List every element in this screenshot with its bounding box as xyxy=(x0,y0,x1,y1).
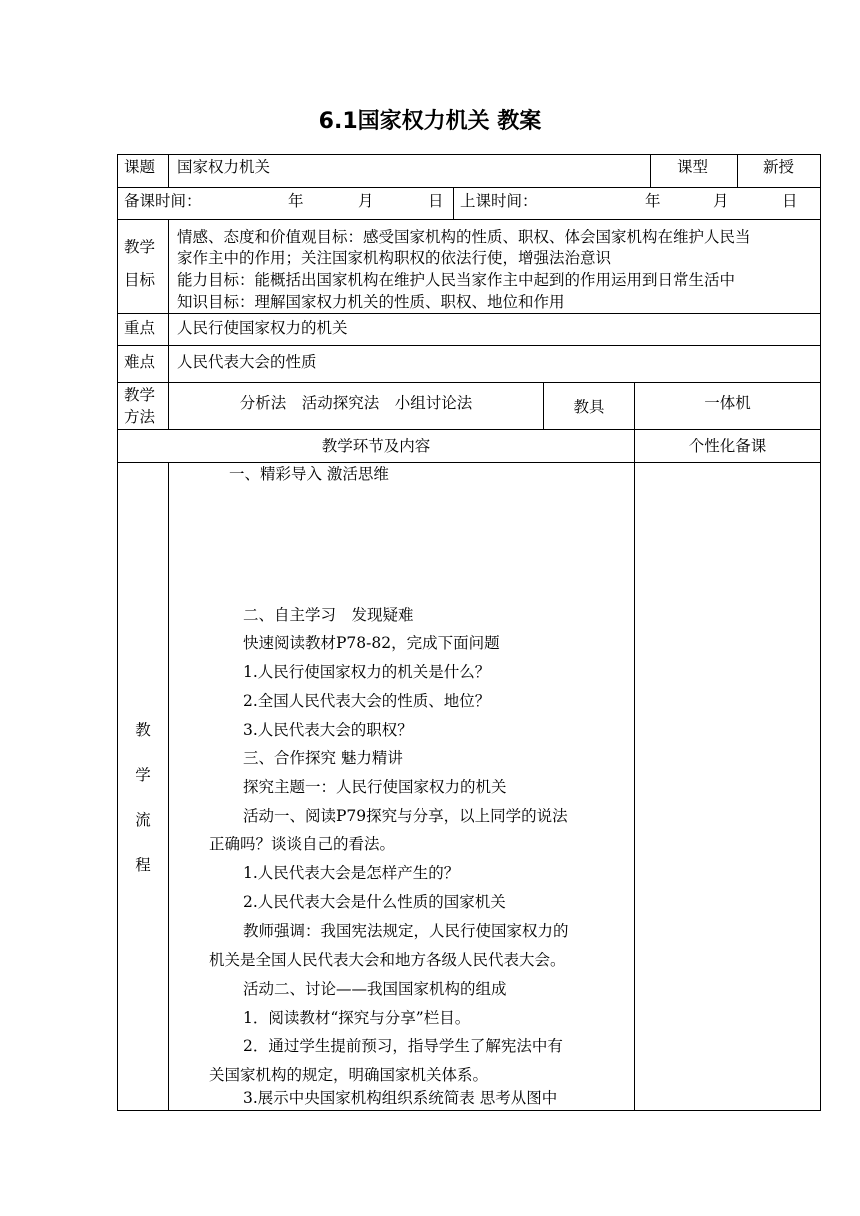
key-point-value: 人民行使国家权力的机关 xyxy=(177,319,348,337)
flow-line: 2．通过学生提前预习，指导学生了解宪法中有 xyxy=(243,1037,563,1055)
method-label-1: 教学 xyxy=(124,386,156,404)
flow-line: 二、自主学习 发现疑难 xyxy=(243,606,414,624)
type-value: 新授 xyxy=(763,158,795,176)
key-point-label: 重点 xyxy=(124,319,156,337)
topic-value: 国家权力机关 xyxy=(177,158,271,176)
flow-label-3: 流 xyxy=(135,811,151,829)
flow-line: 快速阅读教材P78-82，完成下面问题 xyxy=(243,634,500,652)
flow-line: 活动一、阅读P79探究与分享，以上同学的说法 xyxy=(243,807,568,825)
difficulty-label: 难点 xyxy=(124,353,156,371)
difficulty-value: 人民代表大会的性质 xyxy=(177,353,317,371)
prep-year: 年 xyxy=(288,192,304,210)
class-year: 年 xyxy=(645,192,661,210)
goals-line-1: 情感、态度和价值观目标：感受国家机构的性质、职权、体会国家机构在维护人民当 xyxy=(177,228,751,246)
flow-line: 正确吗？谈谈自己的看法。 xyxy=(209,835,396,853)
goals-line-4: 知识目标：理解国家权力机关的性质、职权、地位和作用 xyxy=(177,293,565,311)
class-month: 月 xyxy=(713,192,729,210)
flow-line: 一、精彩导入 激活思维 xyxy=(229,465,389,483)
goals-label-1: 教学 xyxy=(124,238,156,256)
flow-label-2: 学 xyxy=(135,766,151,784)
flow-line: 1.人民代表大会是怎样产生的？ xyxy=(243,864,460,882)
flow-line: 2.人民代表大会是什么性质的国家机关 xyxy=(243,893,506,911)
goals-line-2: 家作主中的作用；关注国家机构职权的依法行使，增强法治意识 xyxy=(177,249,612,267)
page-title: 6.1国家权力机关 教案 xyxy=(318,109,542,134)
flow-line: 3.人民代表大会的职权？ xyxy=(243,721,413,739)
tools-label: 教具 xyxy=(573,398,605,416)
flow-line: 教师强调：我国宪法规定，人民行使国家权力的 xyxy=(243,922,569,940)
class-day: 日 xyxy=(782,192,798,210)
prep-time-label: 备课时间： xyxy=(124,192,202,210)
tools-value: 一体机 xyxy=(704,394,751,412)
method-label-2: 方法 xyxy=(124,408,156,426)
flow-line: 关国家机构的规定，明确国家机关体系。 xyxy=(209,1066,489,1084)
flow-line: 探究主题一：人民行使国家权力的机关 xyxy=(243,778,507,796)
flow-line: 机关是全国人民代表大会和地方各级人民代表大会。 xyxy=(209,951,566,969)
type-label: 课型 xyxy=(677,158,709,176)
method-value: 分析法 活动探究法 小组讨论法 xyxy=(239,394,473,412)
prep-month: 月 xyxy=(358,192,374,210)
prep-day: 日 xyxy=(428,192,444,210)
flow-line: 1．阅读教材“探究与分享”栏目。 xyxy=(243,1009,471,1027)
class-time-label: 上课时间： xyxy=(460,192,538,210)
flow-line: 1.人民行使国家权力的机关是什么？ xyxy=(243,663,491,681)
flow-label-4: 程 xyxy=(135,856,151,874)
flow-line: 3.展示中央国家机构组织系统简表 思考从图中 xyxy=(243,1089,558,1107)
personal-header: 个性化备课 xyxy=(688,437,767,455)
goals-label-2: 目标 xyxy=(124,271,156,289)
flow-label-1: 教 xyxy=(135,721,151,739)
flow-line: 三、合作探究 魅力精讲 xyxy=(243,749,403,767)
goals-line-3: 能力目标：能概括出国家机构在维护人民当家作主中起到的作用运用到日常生活中 xyxy=(177,271,736,289)
flow-line: 2.全国人民代表大会的性质、地位？ xyxy=(243,692,491,710)
flow-line: 活动二、讨论——我国国家机构的组成 xyxy=(243,980,507,998)
topic-label: 课题 xyxy=(124,158,156,176)
content-header: 教学环节及内容 xyxy=(321,437,431,455)
